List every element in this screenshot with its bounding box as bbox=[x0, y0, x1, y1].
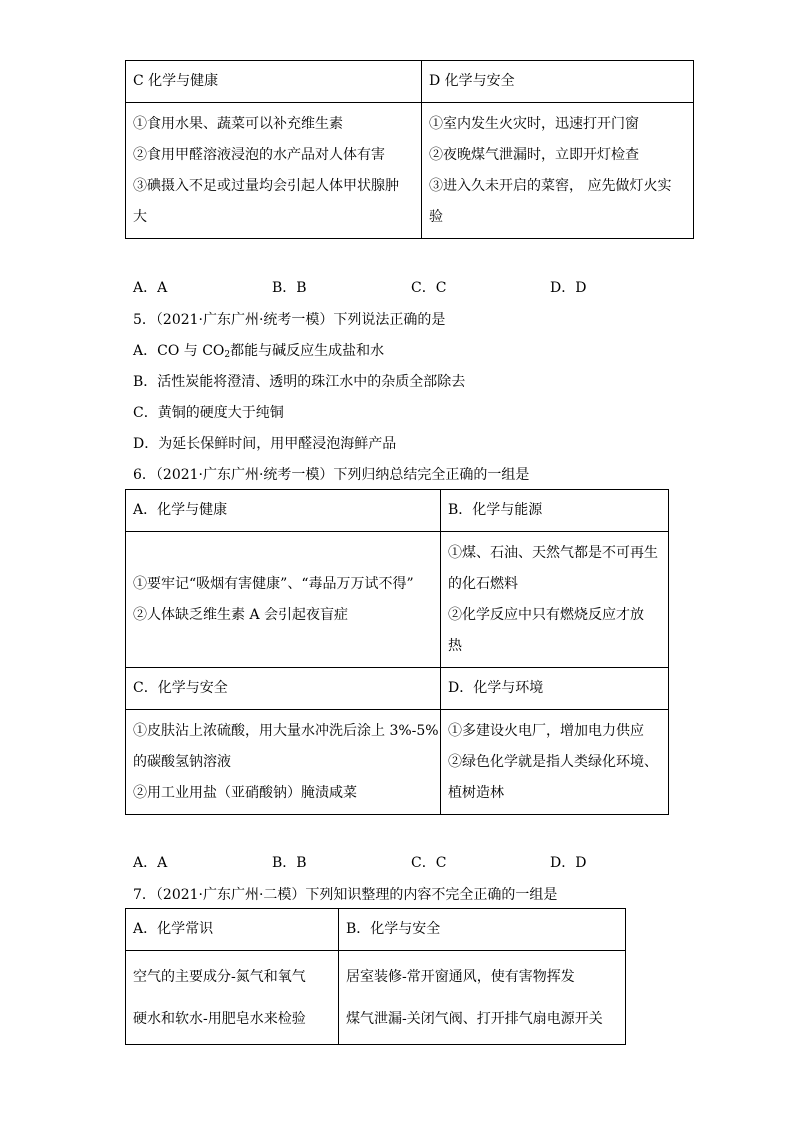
q6-c-header: C．化学与安全 bbox=[126, 668, 441, 710]
q7-stem: 7．（2021·广东广州·二模）下列知识整理的内容不完全正确的一组是 bbox=[133, 887, 558, 903]
cell-line: ①要牢记“吸烟有害健康”、“毒品万万试不得” bbox=[133, 575, 414, 592]
cell-line: ②食用甲醛溶液浸泡的水产品对人体有害 bbox=[133, 146, 385, 163]
cell-line: ②绿色化学就是指人类绿化环境、 bbox=[448, 753, 658, 770]
q4-option-b[interactable]: B．B bbox=[272, 280, 307, 296]
q6-b-content bbox=[441, 532, 669, 668]
cell-line: ②夜晚煤气泄漏时，立即开灯检查 bbox=[429, 146, 639, 163]
cell-line: ②用工业用盐（亚硝酸钠）腌渍咸菜 bbox=[133, 784, 357, 801]
q5-option-d[interactable]: D．为延长保鲜时间，用甲醛浸泡海鲜产品 bbox=[133, 436, 397, 452]
q5-option-c[interactable]: C．黄铜的硬度大于纯铜 bbox=[133, 405, 284, 421]
q6-option-d[interactable]: D．D bbox=[550, 855, 587, 871]
cell-line: 验 bbox=[429, 208, 443, 225]
cell-line: 热 bbox=[448, 637, 462, 654]
cell-line: ①食用水果、蔬菜可以补充维生素 bbox=[133, 115, 343, 132]
cell-line: ③进入久未开启的菜窖， 应先做灯火实 bbox=[429, 177, 672, 194]
q6-table bbox=[125, 489, 669, 815]
q6-stem: 6．（2021·广东广州·统考一模）下列归纳总结完全正确的一组是 bbox=[133, 467, 530, 483]
q6-option-b[interactable]: B．B bbox=[272, 855, 307, 871]
q5-stem: 5．（2021·广东广州·统考一模）下列说法正确的是 bbox=[133, 312, 446, 328]
q6-b-header: B．化学与能源 bbox=[441, 490, 669, 532]
cell-line: ①室内发生火灾时，迅速打开门窗 bbox=[429, 115, 639, 132]
q6-d-content bbox=[441, 710, 669, 815]
q5-option-a-pre: A．CO 与 CO bbox=[133, 343, 225, 359]
q4-option-d[interactable]: D．D bbox=[550, 280, 587, 296]
q7-b-header: B．化学与安全 bbox=[339, 909, 626, 951]
q5-option-a-post: 都能与碱反应生成盐和水 bbox=[230, 343, 385, 359]
cell-line: 大 bbox=[133, 208, 147, 225]
q6-a-content bbox=[126, 532, 441, 668]
q5-option-a[interactable] bbox=[133, 340, 384, 360]
cell-line: 硬水和软水-用肥皂水来检验 bbox=[133, 1010, 306, 1027]
q6-options bbox=[133, 852, 689, 872]
cell-line: 煤气泄漏-关闭气阀、打开排气扇电源开关 bbox=[346, 1010, 603, 1027]
q7-a-header: A．化学常识 bbox=[126, 909, 339, 951]
q4-d-header: D 化学与安全 bbox=[422, 61, 694, 103]
q6-option-a[interactable]: A．A bbox=[133, 855, 168, 871]
q4-option-c[interactable]: C．C bbox=[411, 280, 447, 296]
q5-option-a-sub: 2 bbox=[224, 350, 231, 360]
q4-option-a[interactable]: A．A bbox=[133, 280, 168, 296]
cell-line: ②人体缺乏维生素 A 会引起夜盲症 bbox=[133, 606, 349, 623]
cell-line: 空气的主要成分-氮气和氧气 bbox=[133, 968, 306, 985]
cell-line: ①皮肤沾上浓硫酸，用大量水冲洗后涂上 3%-5% bbox=[133, 722, 439, 739]
q4-d-content bbox=[422, 103, 694, 239]
cell-line: ①多建设火电厂，增加电力供应 bbox=[448, 722, 644, 739]
q6-c-content bbox=[126, 710, 441, 815]
q4-options bbox=[133, 277, 689, 297]
cell-line: 的碳酸氢钠溶液 bbox=[133, 753, 231, 770]
cell-line: ③碘摄入不足或过量均会引起人体甲状腺肿 bbox=[133, 177, 399, 194]
cell-line: 植树造林 bbox=[448, 784, 504, 801]
q5-option-b[interactable]: B．活性炭能将澄清、透明的珠江水中的杂质全部除去 bbox=[133, 374, 466, 390]
cell-line: 的化石燃料 bbox=[448, 575, 518, 592]
q4-c-header: C 化学与健康 bbox=[126, 61, 422, 103]
q4-table bbox=[125, 60, 694, 239]
cell-line: ②化学反应中只有燃烧反应才放 bbox=[448, 606, 644, 623]
q7-b-content bbox=[339, 951, 626, 1045]
q7-a-content bbox=[126, 951, 339, 1045]
q4-c-content bbox=[126, 103, 422, 239]
q6-a-header: A．化学与健康 bbox=[126, 490, 441, 532]
q7-table bbox=[125, 908, 626, 1045]
cell-line: 居室装修-常开窗通风，使有害物挥发 bbox=[346, 968, 575, 985]
q6-d-header: D．化学与环境 bbox=[441, 668, 669, 710]
cell-line: ①煤、石油、天然气都是不可再生 bbox=[448, 544, 658, 561]
q6-option-c[interactable]: C．C bbox=[411, 855, 447, 871]
